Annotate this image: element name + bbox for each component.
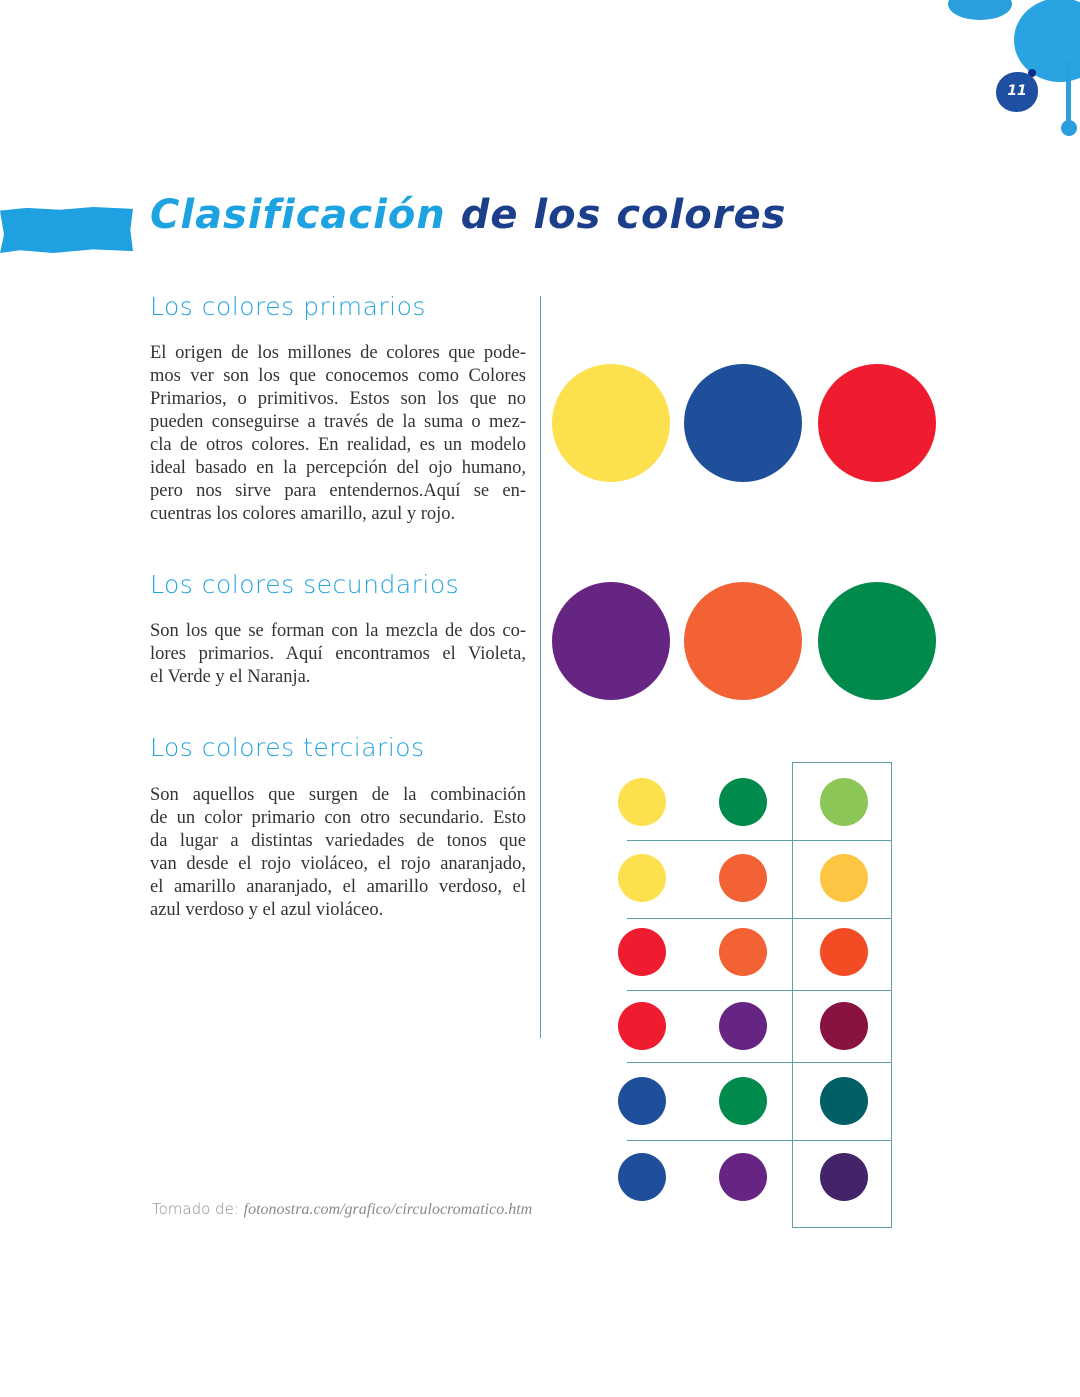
paragraph-line: de un color primario con otro secundario. Esto bbox=[150, 808, 526, 828]
tertiary-column-box bbox=[792, 762, 892, 1228]
paragraph-line: el amarillo anaranjado, el amarillo verdoso, el bbox=[150, 877, 526, 897]
paragraph-line: lores primarios. Aquí encontramos el Violeta, bbox=[150, 644, 526, 664]
grid-divider bbox=[627, 1062, 891, 1063]
paragraph-line: cla de otros colores. En realidad, es un modelo bbox=[150, 435, 526, 455]
grid-divider bbox=[627, 918, 891, 919]
secondary-color-circle bbox=[552, 582, 670, 700]
tertiary-grid-circle bbox=[719, 1153, 767, 1201]
tertiary-grid-circle bbox=[719, 778, 767, 826]
primary-color-circle bbox=[684, 364, 802, 482]
primary-color-circle bbox=[818, 364, 936, 482]
tertiary-grid-circle bbox=[618, 1153, 666, 1201]
paragraph-line: azul verdoso y el azul violáceo. bbox=[150, 900, 384, 920]
tertiary-grid-circle bbox=[719, 854, 767, 902]
paragraph-line: pueden conseguirse a través de la suma o mez- bbox=[150, 412, 526, 432]
grid-divider bbox=[627, 990, 891, 991]
source-credit bbox=[152, 1200, 532, 1219]
source-label: Tomado de: bbox=[152, 1200, 239, 1218]
page-title bbox=[150, 192, 786, 238]
grid-divider bbox=[627, 1140, 891, 1141]
paragraph-line: Primarios, o primitivos. Estos son los que no bbox=[150, 389, 526, 409]
paragraph-line: pero nos sirve para entendernos.Aquí se en- bbox=[150, 481, 526, 501]
paragraph-line: da lugar a distintas variedades de tonos que bbox=[150, 831, 526, 851]
paragraph-line: Son aquellos que surgen de la combinación bbox=[150, 785, 526, 805]
paragraph-secondary bbox=[150, 620, 526, 689]
vertical-divider bbox=[540, 296, 541, 1038]
paragraph-primary bbox=[150, 342, 526, 526]
tertiary-grid-circle bbox=[719, 1002, 767, 1050]
secondary-color-circle bbox=[684, 582, 802, 700]
primary-color-circle bbox=[552, 364, 670, 482]
grid-divider bbox=[627, 840, 891, 841]
paragraph-line: el Verde y el Naranja. bbox=[150, 667, 311, 687]
tertiary-grid-circle bbox=[719, 1077, 767, 1125]
tertiary-grid-circle bbox=[618, 854, 666, 902]
paragraph-line: van desde el rojo violáceo, el rojo anaranjado, bbox=[150, 854, 526, 874]
paragraph-line: Son los que se forman con la mezcla de dos co- bbox=[150, 621, 526, 641]
page-number: 11 bbox=[996, 72, 1038, 112]
heading-primary: Los colores primarios bbox=[150, 292, 426, 321]
title-part2: de los colores bbox=[460, 192, 787, 238]
heading-secondary: Los colores secundarios bbox=[150, 570, 460, 599]
paragraph-line: cuentras los colores amarillo, azul y rojo. bbox=[150, 504, 456, 524]
paragraph-line: ideal basado en la percepción del ojo humano, bbox=[150, 458, 526, 478]
heading-tertiary: Los colores terciarios bbox=[150, 733, 425, 762]
title-part1: Clasificación bbox=[150, 192, 446, 238]
brush-stroke-decoration bbox=[0, 207, 133, 253]
secondary-color-circle bbox=[818, 582, 936, 700]
paragraph-line: mos ver son los que conocemos como Colores bbox=[150, 366, 526, 386]
tertiary-grid-circle bbox=[719, 928, 767, 976]
tertiary-grid-circle bbox=[618, 1077, 666, 1125]
tertiary-grid-circle bbox=[618, 1002, 666, 1050]
source-link[interactable]: fotonostra.com/grafico/circulocromatico.htm bbox=[243, 1201, 533, 1218]
paragraph-line: El origen de los millones de colores que pode- bbox=[150, 343, 526, 363]
tertiary-grid-circle bbox=[618, 928, 666, 976]
tertiary-grid-circle bbox=[618, 778, 666, 826]
paragraph-tertiary bbox=[150, 784, 526, 922]
